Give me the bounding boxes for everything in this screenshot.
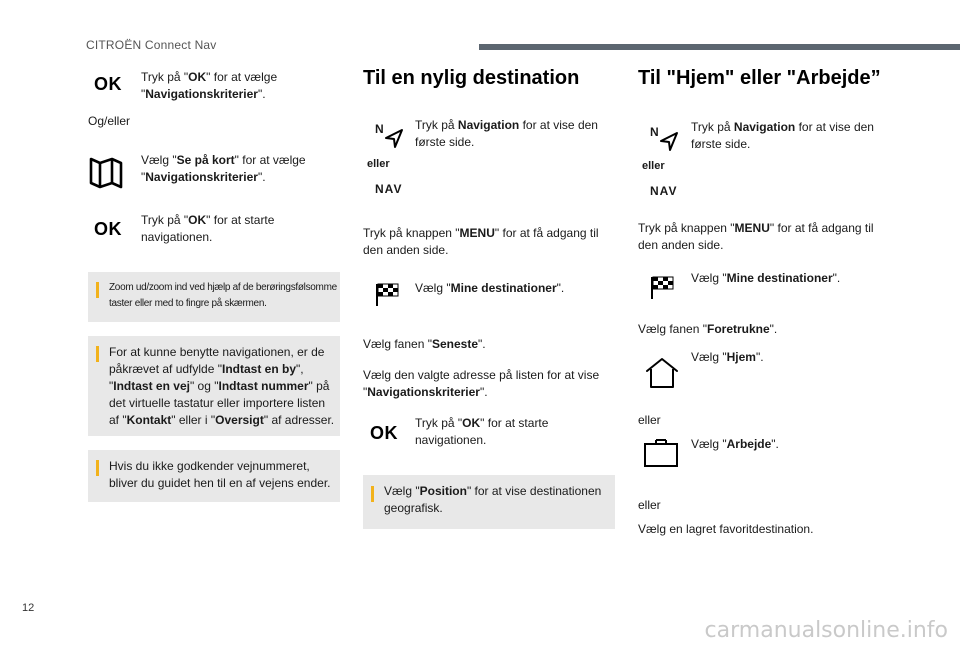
ok-icon: OK	[94, 219, 122, 239]
eller-label: eller	[367, 158, 390, 170]
flag-icon	[649, 274, 675, 300]
col1-step2: Vælg "Se på kort" for at vælge "Navigationskriterier".	[141, 153, 306, 184]
nav-north-label: N	[650, 125, 659, 139]
col2-step2: Tryk på knappen "MENU" for at få adgang til den anden side.	[363, 226, 599, 257]
briefcase-icon	[643, 438, 679, 468]
note-navigation-input: For at kunne benytte navigationen, er de påkrævet af udfylde "Indtast en by", "Indtast en vej" og "Indtast nummer" på det virtuelle tastatur eller importere listen af "Kontakt" eller i "Oversigt" af adresser.	[88, 336, 340, 436]
page-number: 12	[22, 602, 35, 614]
note-road-number: Hvis du ikke godkender vejnummeret, bliver du guidet hen til en af vejens ender.	[88, 450, 340, 502]
col3-step5: Vælg "Hjem".	[691, 350, 764, 364]
col2-step3: Vælg "Mine destinationer".	[415, 281, 565, 295]
nav-arrow-icon	[658, 131, 680, 153]
ok-icon: OK	[94, 74, 122, 94]
col3-step2: Tryk på knappen "MENU" for at få adgang til den anden side.	[638, 221, 874, 252]
col2-step4: Vælg fanen "Seneste".	[363, 337, 486, 351]
section-title-recent: Til en nylig destination	[363, 67, 580, 89]
nav-arrow-icon	[383, 128, 405, 150]
watermark: carmanualsonline.info	[704, 618, 948, 643]
note-position: Vælg "Position" for at vise destinationen geografisk.	[363, 475, 615, 529]
home-icon	[644, 356, 680, 390]
nav-north-label: N	[375, 122, 384, 136]
nav-button-label: NAV	[650, 184, 678, 198]
col3-step1: Tryk på Navigation for at vise den første side.	[691, 120, 874, 151]
flag-icon	[374, 281, 400, 307]
col2-step6: Tryk på "OK" for at starte navigationen.	[415, 416, 549, 447]
eller-text: eller	[638, 413, 661, 427]
map-icon	[88, 155, 124, 191]
header-bar	[479, 44, 960, 50]
header-title: CITROËN Connect Nav	[86, 38, 217, 52]
col3-step4: Vælg fanen "Foretrukne".	[638, 322, 778, 336]
col3-step7: Vælg en lagret favoritdestination.	[638, 522, 814, 536]
col2-step1: Tryk på Navigation for at vise den første side.	[415, 118, 598, 149]
ok-icon: OK	[370, 423, 398, 443]
col2-step5: Vælg den valgte adresse på listen for at vise "Navigationskriterier".	[363, 368, 600, 399]
eller-label: eller	[642, 160, 665, 172]
col3-step3: Vælg "Mine destinationer".	[691, 271, 841, 285]
og-eller-text: Og/eller	[88, 114, 131, 128]
eller-text: eller	[638, 498, 661, 512]
nav-button-label: NAV	[375, 182, 403, 196]
note-zoom: Zoom ud/zoom ind ved hjælp af de berøringsfølsomme taster eller med to fingre på skærmen.	[88, 272, 340, 322]
section-title-home-work: Til "Hjem" eller "Arbejde”	[638, 67, 881, 89]
col1-step3: Tryk på "OK" for at starte navigationen.	[141, 213, 275, 244]
col1-step1: Tryk på "OK" for at vælge "Navigationskriterier".	[141, 70, 278, 101]
col3-step6: Vælg "Arbejde".	[691, 437, 779, 451]
